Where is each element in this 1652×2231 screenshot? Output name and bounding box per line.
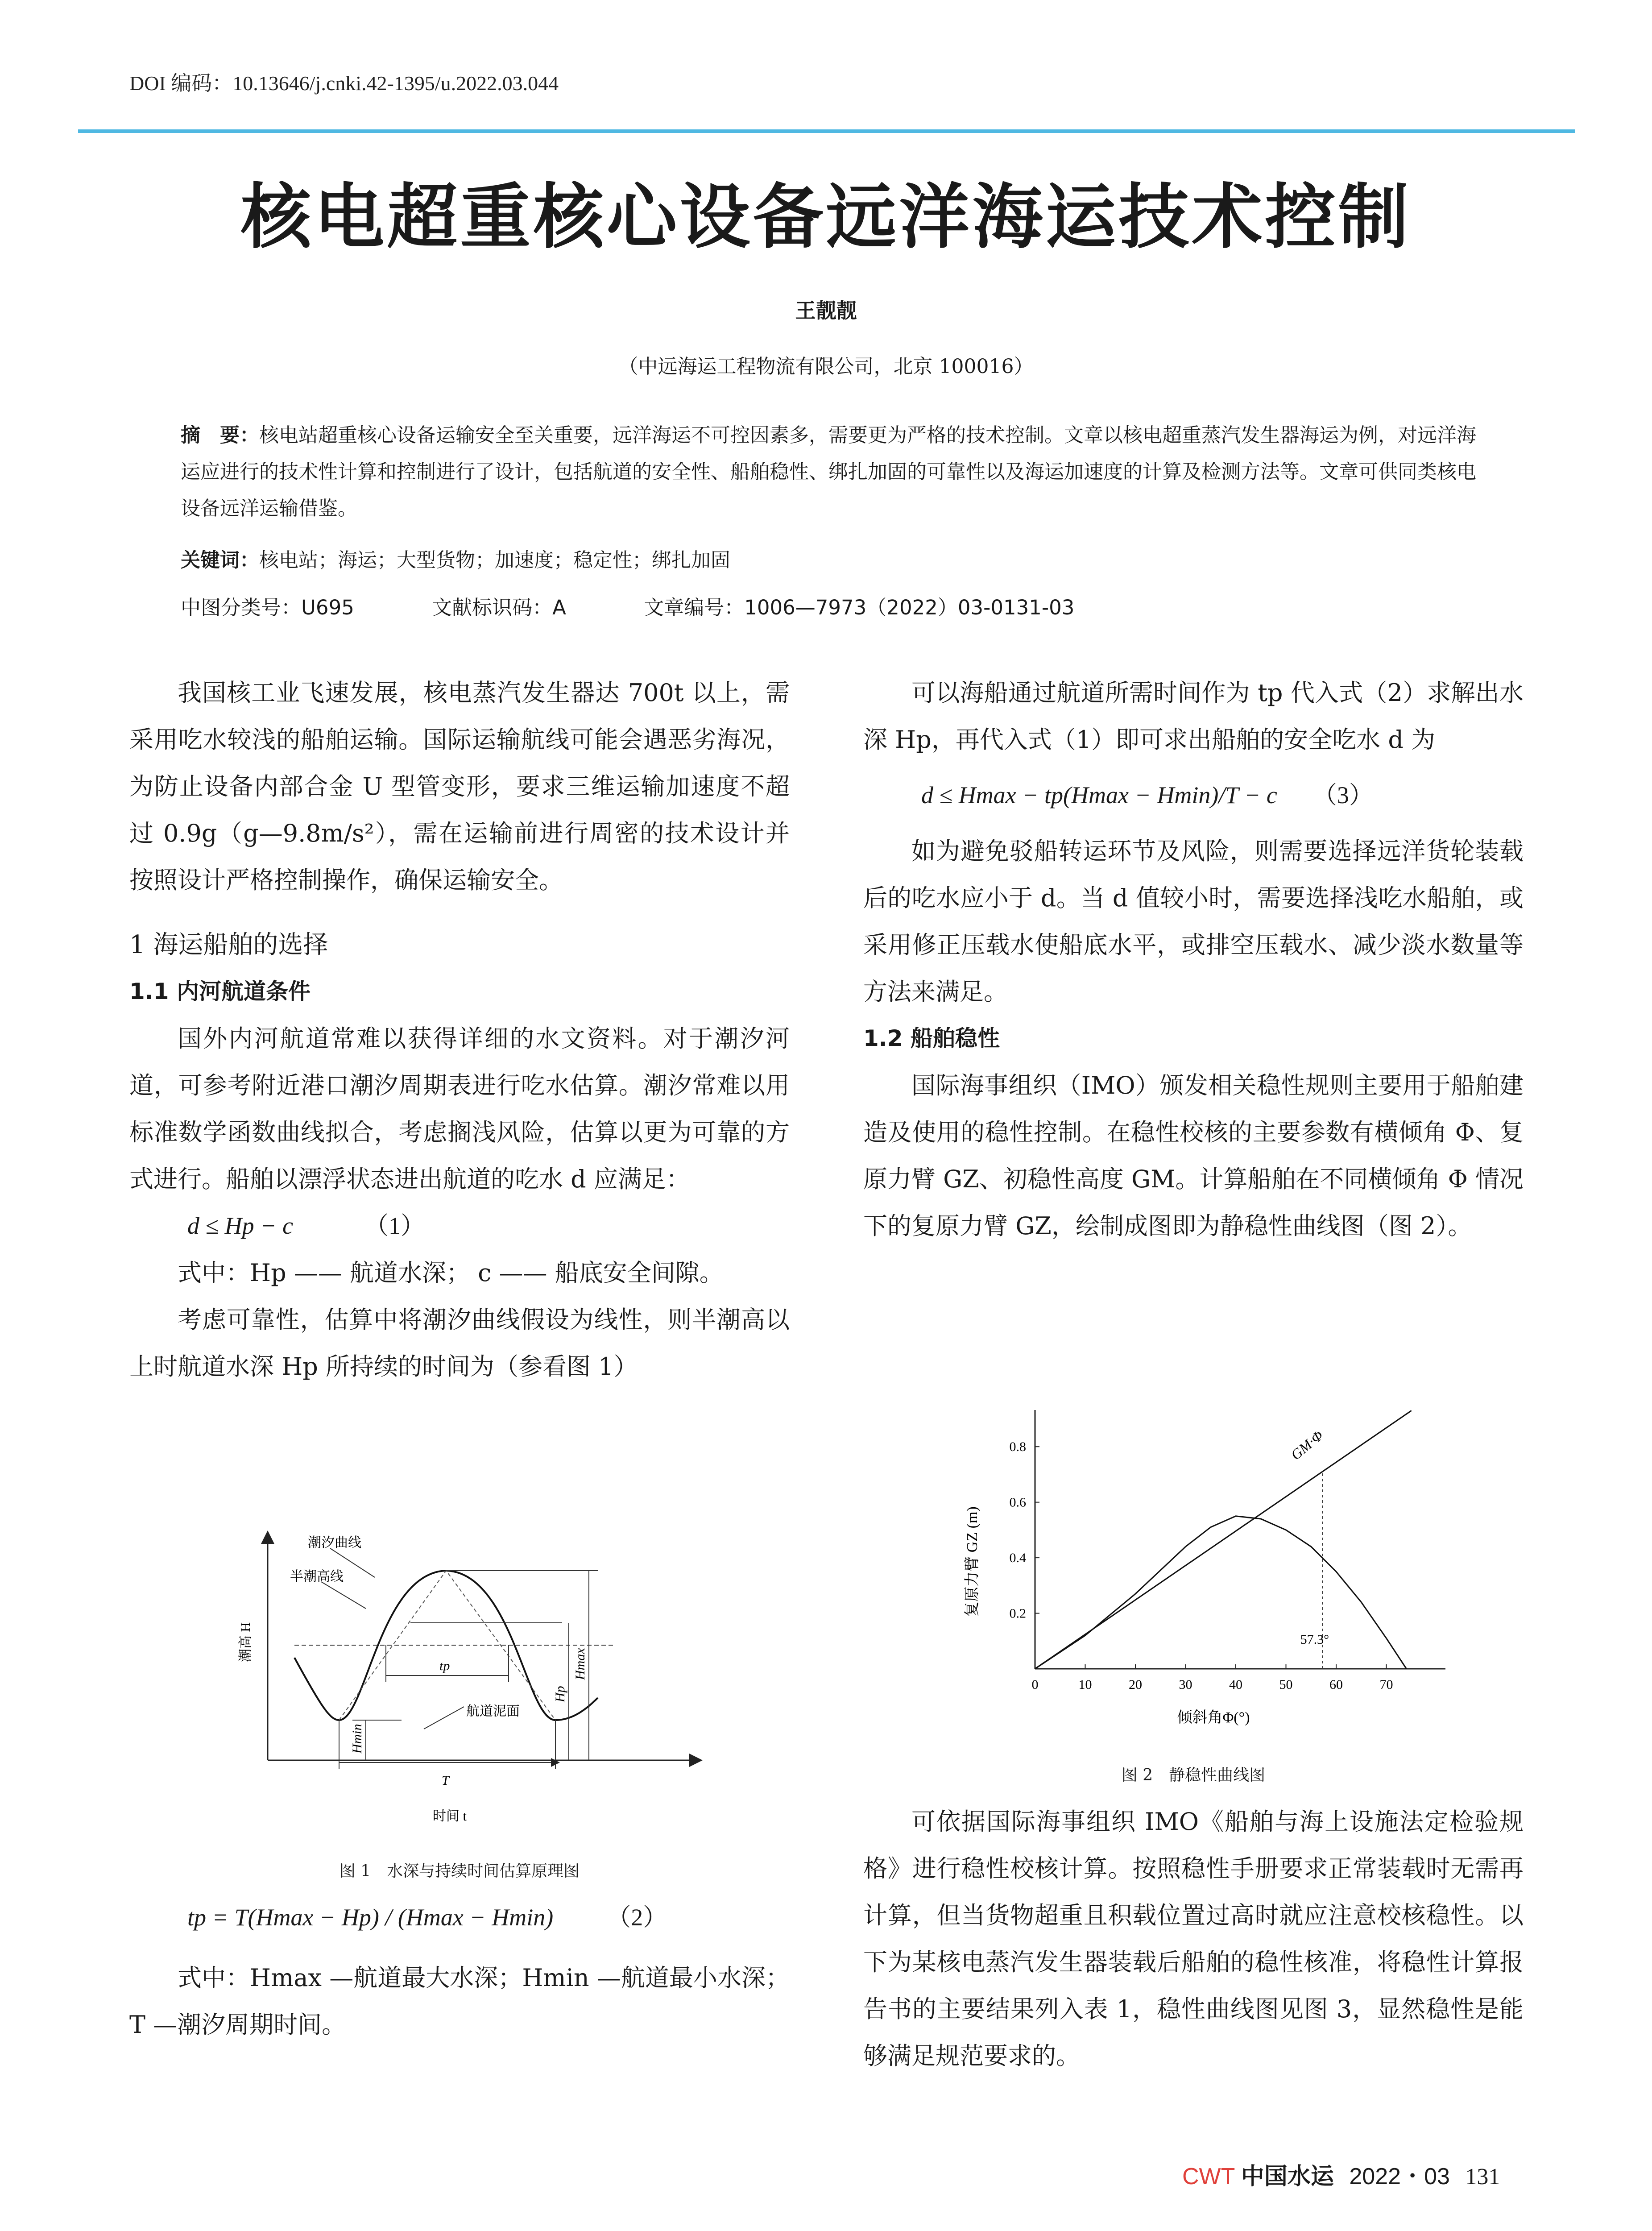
x-tick-label: 0 bbox=[1031, 1677, 1039, 1692]
equation-1: d ≤ Hp − c （1） bbox=[187, 1212, 425, 1239]
footer-issue: 2022・03 bbox=[1349, 2164, 1450, 2190]
abstract-text: 核电站超重核心设备运输安全至关重要，远洋海运不可控因素多，需要更为严格的技术控制。文章以核电超重蒸汽发生器海运为例，对远洋海运应进行的技术性计算和控制进行了设计，包括航道的安全性、船舶稳性、绑扎加固的可靠性以及海运加速度的计算及检测方法等。文章可供同类核电设备远洋运输借鉴。 bbox=[181, 424, 1476, 520]
label-half-tide: 半潮高线 bbox=[290, 1569, 344, 1584]
label-x-axis: 时间 t bbox=[433, 1809, 467, 1824]
label-tide-curve: 潮汐曲线 bbox=[308, 1535, 361, 1550]
label-y-axis: 潮高 H bbox=[238, 1622, 253, 1662]
figure-2-caption: 图 2 静稳性曲线图 bbox=[1121, 1766, 1266, 1784]
classification-row bbox=[181, 591, 1146, 620]
equation-2-note: 式中：Hmax —航道最大水深；Hmin —航道最小水深；T —潮汐周期时间。 bbox=[129, 1964, 790, 2039]
paragraph-1-1: 国外内河航道常难以获得详细的水文资料。对于潮汐河道，可参考附近港口潮汐周期表进行吃水估算。潮汐常难以用标准数学函数曲线拟合，考虑搁浅风险，估算以更为可靠的方式进行。船舶以漂浮状态进出航道的吃水 d 应满足： bbox=[129, 1024, 790, 1193]
paper-title: 核电超重核心设备远洋海运技术控制 bbox=[240, 176, 1412, 258]
x-tick-label: 60 bbox=[1329, 1677, 1343, 1692]
gm-phi-line bbox=[1035, 1410, 1412, 1669]
label-tp: tp bbox=[439, 1659, 450, 1673]
article-number: 文章编号：1006—7973（2022）03-0131-03 bbox=[644, 596, 1075, 619]
x-tick-label: 40 bbox=[1229, 1677, 1242, 1692]
equation-1-note: 式中：Hp —— 航道水深； c —— 船底安全间隙。 bbox=[178, 1259, 724, 1287]
paragraph-r1: 可以海船通过航道所需时间作为 tp 代入式（2）求解出水深 Hp，再代入式（1）即可求出船舶的安全吃水 d 为 bbox=[863, 679, 1524, 754]
affiliation: （中远海运工程物流有限公司，北京 100016） bbox=[618, 355, 1034, 378]
clc-number: 中图分类号：U695 bbox=[181, 596, 354, 619]
x-tick-label: 30 bbox=[1179, 1677, 1192, 1692]
footer-page: 131 bbox=[1465, 2164, 1500, 2190]
doi-line: DOI 编码：10.13646/j.cnki.42-1395/u.2022.03.044 bbox=[129, 72, 559, 95]
paragraph-r2: 如为避免驳船转运环节及风险，则需要选择远洋货轮装载后的吃水应小于 d。当 d 值较小时，需要选择浅吃水船舶，或采用修正压载水使船底水平，或排空压载水、减少淡水数量等方法来满足。 bbox=[863, 837, 1524, 1006]
author: 王靓靓 bbox=[795, 299, 857, 323]
section-1-1-heading: 1.1 内河航道条件 bbox=[129, 979, 311, 1004]
right-column bbox=[863, 669, 1524, 1249]
header-rule bbox=[78, 129, 1575, 133]
x-tick-label: 20 bbox=[1129, 1677, 1142, 1692]
section-1-heading: 1 海运船舶的选择 bbox=[129, 930, 328, 959]
y-tick-label: 0.8 bbox=[1009, 1439, 1026, 1455]
x-tick-label: 10 bbox=[1078, 1677, 1092, 1692]
x-tick-label: 50 bbox=[1279, 1677, 1293, 1692]
y-tick-label: 0.6 bbox=[1009, 1495, 1026, 1510]
page-footer bbox=[1182, 2157, 1500, 2191]
figure-1-diagram bbox=[232, 1528, 705, 1841]
doc-code: 文献标识码：A bbox=[432, 596, 566, 619]
keywords-label: 关键词： bbox=[181, 549, 259, 572]
footer-brand: CWT bbox=[1182, 2164, 1235, 2190]
label-hmin: Hmin bbox=[350, 1724, 364, 1754]
y-tick-label: 0.2 bbox=[1009, 1606, 1026, 1621]
intro-paragraph: 我国核工业飞速发展，核电蒸汽发生器达 700t 以上，需采用吃水较浅的船舶运输。国际运输航线可能会遇恶劣海况，为防止设备内部合金 U 型管变形，要求三维运输加速度不超过 0.9g（g—9.8m/s²），需在运输前进行周密的技术设计并按照设计严格控制操作，确保运输安全。 bbox=[129, 679, 790, 894]
chart-x-label: 倾斜角Φ(°) bbox=[1177, 1709, 1250, 1726]
paragraph-1-1b: 考虑可靠性，估算中将潮汐曲线假设为线性，则半潮高以上时航道水深 Hp 所持续的时间为（参看图 1） bbox=[129, 1306, 790, 1381]
figure-1-caption: 图 1 水深与持续时间估算原理图 bbox=[339, 1862, 580, 1880]
left-column-bottom bbox=[129, 1894, 790, 2048]
label-hmax: Hmax bbox=[573, 1648, 588, 1680]
section-1-2-heading: 1.2 船舶稳性 bbox=[863, 1025, 1000, 1051]
keywords-text: 核电站；海运；大型货物；加速度；稳定性；绑扎加固 bbox=[259, 549, 730, 572]
abstract-label: 摘 要： bbox=[181, 424, 259, 447]
figure-2-chart bbox=[946, 1392, 1463, 1740]
gm-phi-annotation: GM·Φ bbox=[1288, 1427, 1326, 1463]
gz-curve bbox=[1035, 1516, 1407, 1669]
abstract bbox=[181, 417, 1490, 527]
equation-3: d ≤ Hmax − tp(Hmax − Hmin)/T − c （3） bbox=[921, 782, 1373, 809]
label-T: T bbox=[442, 1773, 449, 1788]
right-column-bottom bbox=[863, 1798, 1524, 2079]
equation-2: tp = T(Hmax − Hp) / (Hmax − Hmin) （2） bbox=[187, 1904, 667, 1931]
label-hp: Hp bbox=[553, 1686, 567, 1702]
left-column bbox=[129, 669, 790, 1390]
x-tick-label: 70 bbox=[1379, 1677, 1393, 1692]
y-tick-label: 0.4 bbox=[1009, 1551, 1026, 1566]
label-bed: 航道泥面 bbox=[466, 1704, 520, 1719]
paragraph-r4: 可依据国际海事组织 IMO《船舶与海上设施法定检验规格》进行稳性校核计算。按照稳性手册要求正常装载时无需再计算，但当货物超重且积载位置过高时就应注意校核稳性。以下为某核电蒸汽发生器装载后船舶的稳性核准，将稳性计算报告书的主要结果列入表 1，稳性曲线图见图 3，显然稳性是能够满足规范要求的。 bbox=[863, 1808, 1524, 2070]
keywords bbox=[181, 542, 1490, 579]
angle-annotation: 57.3° bbox=[1300, 1632, 1329, 1647]
paragraph-r3: 国际海事组织（IMO）颁发相关稳性规则主要用于船舶建造及使用的稳性控制。在稳性校核的主要参数有横倾角 Φ、复原力臂 GZ、初稳性高度 GM。计算船舶在不同横倾角 Φ 情况下的复原力臂 GZ，绘制成图即为静稳性曲线图（图 2）。 bbox=[863, 1071, 1524, 1240]
chart-y-label: 复原力臂 GZ (m) bbox=[964, 1506, 981, 1617]
footer-journal: 中国水运 bbox=[1241, 2163, 1334, 2190]
